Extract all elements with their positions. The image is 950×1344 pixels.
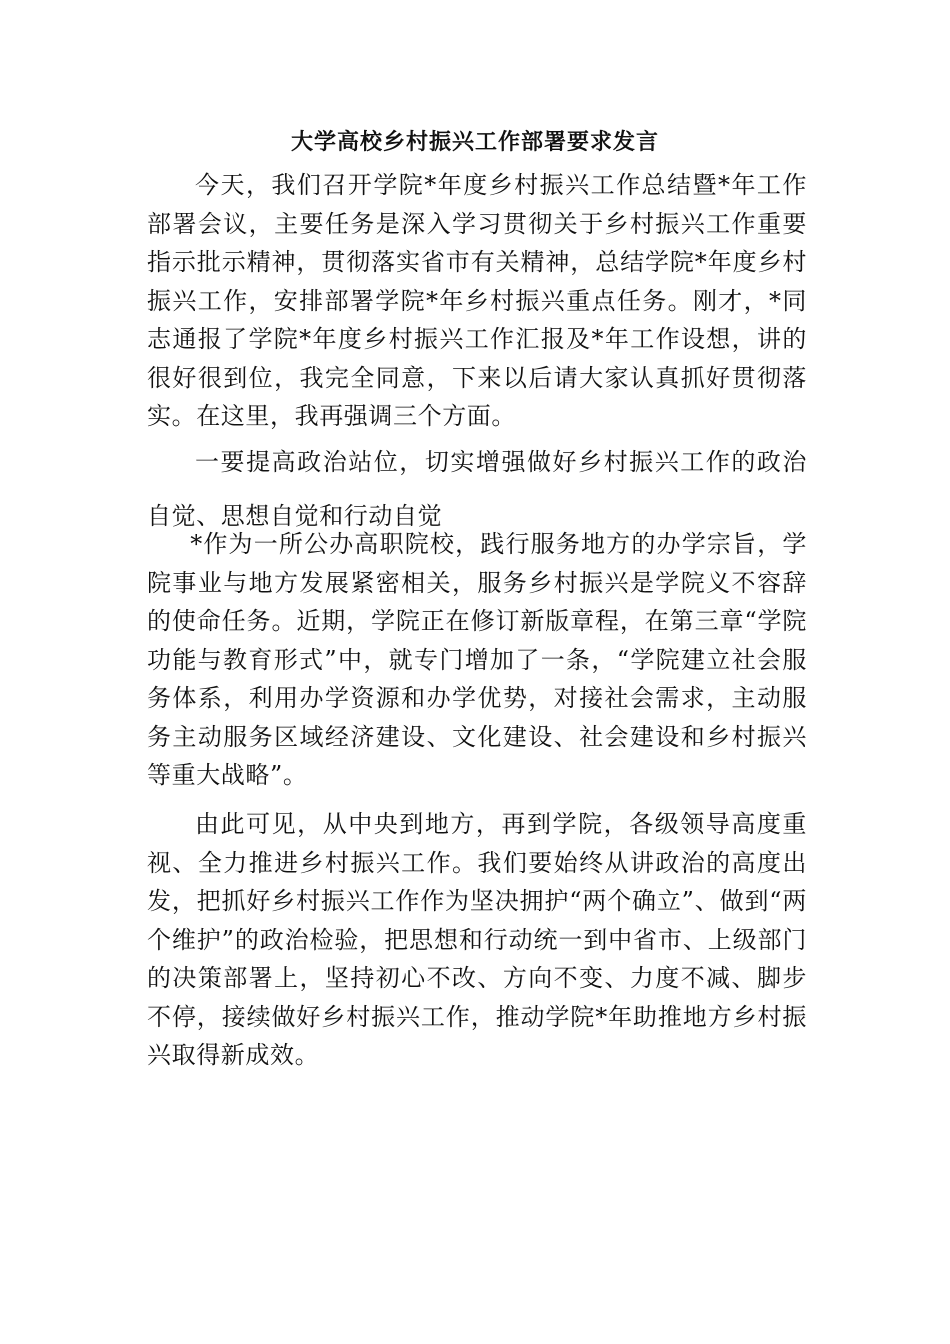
paragraph-conclusion: 由此可见，从中央到地方，再到学院，各级领导高度重视、全力推进乡村振兴工作。我们要始终从讲政治的高度出发，把抓好乡村振兴工作作为坚决拥护“两个确立”、做到“两个维护”的政治检验，把思想和行动统一到中省市、上级部门的决策部署上，坚持初心不改、方向不变、力度不减、脚步不停，接续做好乡村振兴工作，推动学院*年助推地方乡村振兴取得新成效。 (147, 810, 807, 1069)
paragraph-opening: 今天，我们召开学院*年度乡村振兴工作总结暨*年工作部署会议，主要任务是深入学习贯彻关于乡村振兴工作重要指示批示精神，贯彻落实省市有关精神，总结学院*年度乡村振兴工作，安排部署学院*年乡村振兴重点任务。刚才，*同志通报了学院*年度乡村振兴工作汇报及*年工作设想，讲的很好很到位，我完全同意，下来以后请大家认真抓好贯彻落实。在这里，我再强调三个方面。 (147, 171, 807, 430)
section-heading-1: 一要提高政治站位，切实增强做好乡村振兴工作的政治自觉、思想自觉和行动自觉 (147, 448, 807, 530)
paragraph-college-role: *作为一所公办高职院校，践行服务地方的办学宗旨，学院事业与地方发展紧密相关，服务乡村振兴是学院义不容辞的使命任务。近期，学院正在修订新版章程，在第三章“学院功能与教育形式”中，就专门增加了一条，“学院建立社会服务体系，利用办学资源和办学优势，对接社会需求，主动服务主动服务区域经济建设、文化建设、社会建设和乡村振兴等重大战略”。 (147, 530, 807, 789)
document-title: 大学高校乡村振兴工作部署要求发言 (290, 129, 659, 155)
